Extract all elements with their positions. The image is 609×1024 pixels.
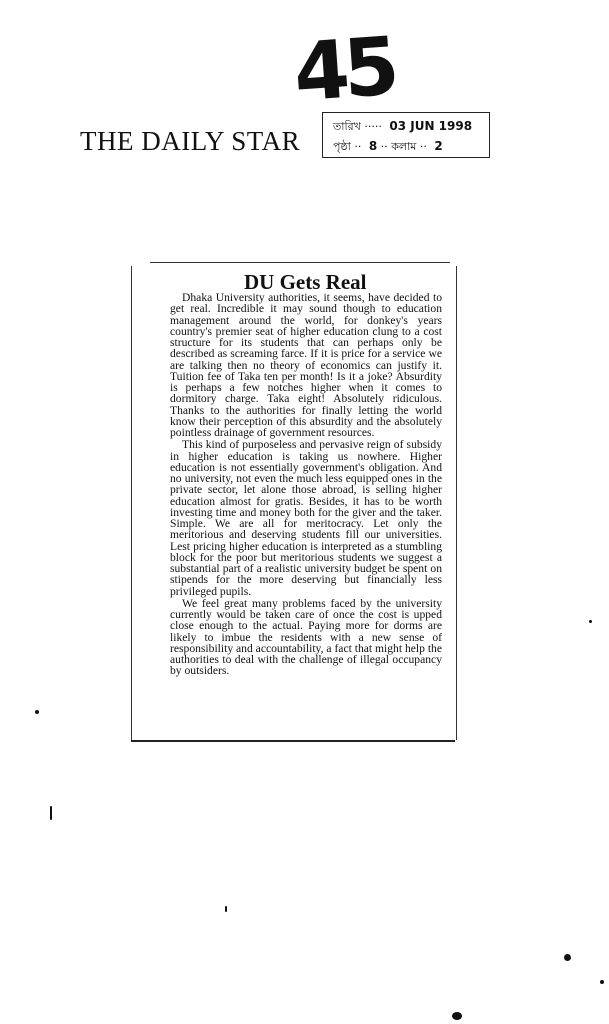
stamp-column-value: 2	[434, 139, 443, 153]
clipping-bottom-rule	[131, 740, 455, 742]
stamp-date-row: তারিখ ····· 03 JUN 1998	[333, 119, 473, 133]
newspaper-masthead: THE DAILY STAR	[80, 126, 301, 156]
scan-speck	[225, 906, 227, 912]
scan-speck	[589, 620, 592, 623]
scan-speck	[600, 980, 604, 984]
stamp-date-label: তারিখ	[333, 120, 361, 133]
article-body	[170, 292, 442, 678]
stamp-date-value: 03 JUN 1998	[389, 119, 473, 133]
article-paragraph: This kind of purposeless and pervasive reign of subsidy in higher education is taking us nowhere. Higher education is not essentially government's obligation. And no university, not even the much less equipped ones in the private sector, let alone those abroad, is selling higher education almost for gratis. Besides, it has to be worth investing time and money both for the giver and the taker. Simple. We are all for meritocracy. Let only the meritorious and deserving students fill our universities. Lest pricing higher education is interpreted as a stumbling block for the poor but meritorious students we suggest a substantial part of a realistic university budget be spent on stipends for the more deserving but financially less privileged pupils.	[170, 438, 442, 598]
scan-speck	[35, 710, 39, 714]
stamp-page-value: 8	[368, 139, 378, 153]
stamp-page-label: পৃষ্ঠা	[333, 140, 351, 153]
scan-speck	[564, 954, 571, 961]
stamp-column-label: কলাম	[391, 140, 417, 153]
clipping-top-rule	[150, 262, 450, 263]
article-headline: DU Gets Real	[244, 270, 367, 294]
article-paragraph: We feel great many problems faced by the university currently would be taken care of once the cost is upped close enough to the actual. Paying more for dorms are likely to imbue the residents with a new sense of responsibility and accountability, a fact that might help the authorities to deal with the challenge of illegal occupancy by outsiders.	[170, 596, 442, 678]
article-paragraph: Dhaka University authorities, it seems, have decided to get real. Incredible it may sound though to education management around the world, for donkey's years country's premier seat of higher education clung to a cost structure for its students that can perhaps only be described as screaming farce. If it is price for a service we are talking then no theory of economics can justify it. Tuition fee of Taka ten per month! Is it a joke? Absurdity is perhaps a few notches higher when it comes to dormitory charge. Taka eight! Absolutely ridiculous. Thanks to the authorities for finally letting the world know their perception of this absurdity and the absolutely pointless drainage of government resources.	[170, 291, 442, 439]
stamp-page-row: পৃষ্ঠা ·· 8 ·· কলাম ·· 2	[333, 139, 443, 153]
scan-speck	[50, 806, 52, 820]
handwritten-page-number: 45	[290, 19, 397, 120]
archive-stamp	[322, 112, 490, 158]
scan-speck	[452, 1012, 462, 1020]
